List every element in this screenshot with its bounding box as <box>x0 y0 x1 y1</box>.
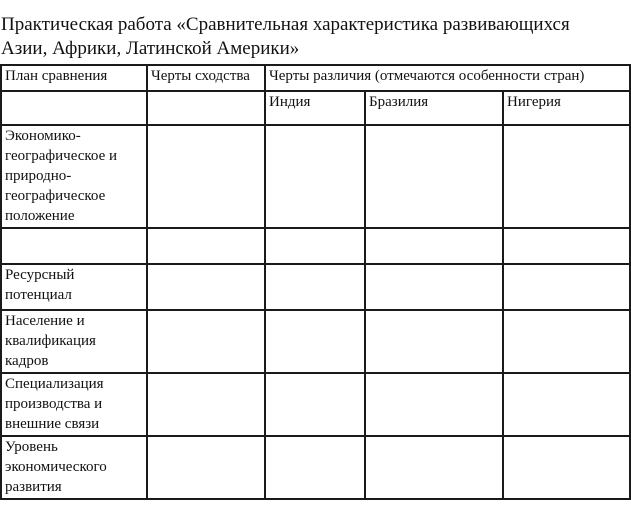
table-row <box>1 373 630 436</box>
answer-cell[interactable] <box>365 228 503 264</box>
answer-cell[interactable] <box>265 264 365 310</box>
title-line-2: Азии, Африки, Латинской Америки» <box>1 38 300 59</box>
answer-cell[interactable] <box>265 228 365 264</box>
answer-cell[interactable] <box>365 125 503 228</box>
header-similarities: Черты сходства <box>147 65 265 91</box>
answer-cell[interactable] <box>265 373 365 436</box>
answer-cell[interactable] <box>265 436 365 499</box>
row-label-resources: Ресурсный потенциал <box>1 264 147 310</box>
empty-cell[interactable] <box>1 91 147 125</box>
answer-cell[interactable] <box>503 264 630 310</box>
header-differences: Черты различия (отмечаются особенности стран) <box>265 65 630 91</box>
table-row <box>1 436 630 499</box>
answer-cell[interactable] <box>147 228 265 264</box>
answer-cell[interactable] <box>147 436 265 499</box>
answer-cell[interactable] <box>503 228 630 264</box>
empty-cell[interactable] <box>147 91 265 125</box>
answer-cell[interactable] <box>503 310 630 373</box>
answer-cell[interactable] <box>147 373 265 436</box>
table-row <box>1 125 630 228</box>
answer-cell[interactable] <box>503 436 630 499</box>
title-line-1: Практическая работа «Сравнительная характеристика развивающихся <box>1 14 570 35</box>
document-title <box>1 13 631 61</box>
answer-cell[interactable] <box>503 373 630 436</box>
row-label-blank <box>1 228 147 264</box>
answer-cell[interactable] <box>147 310 265 373</box>
row-label-population: Население и квалификация кадров <box>1 310 147 373</box>
answer-cell[interactable] <box>365 264 503 310</box>
row-label-economic-level: Уровень экономического развития <box>1 436 147 499</box>
answer-cell[interactable] <box>365 373 503 436</box>
answer-cell[interactable] <box>265 125 365 228</box>
answer-cell[interactable] <box>265 310 365 373</box>
header-row <box>1 65 630 91</box>
country-brazil: Бразилия <box>365 91 503 125</box>
country-nigeria: Нигерия <box>503 91 630 125</box>
table-row <box>1 264 630 310</box>
table-row <box>1 310 630 373</box>
answer-cell[interactable] <box>147 264 265 310</box>
country-india: Индия <box>265 91 365 125</box>
answer-cell[interactable] <box>365 436 503 499</box>
table-row <box>1 228 630 264</box>
answer-cell[interactable] <box>503 125 630 228</box>
answer-cell[interactable] <box>147 125 265 228</box>
header-plan: План сравнения <box>1 65 147 91</box>
comparison-table <box>0 64 631 500</box>
answer-cell[interactable] <box>365 310 503 373</box>
row-label-specialization: Специализация производства и внешние связи <box>1 373 147 436</box>
country-header-row <box>1 91 630 125</box>
row-label-position: Экономико-географическое и природно-географическое положение <box>1 125 147 228</box>
